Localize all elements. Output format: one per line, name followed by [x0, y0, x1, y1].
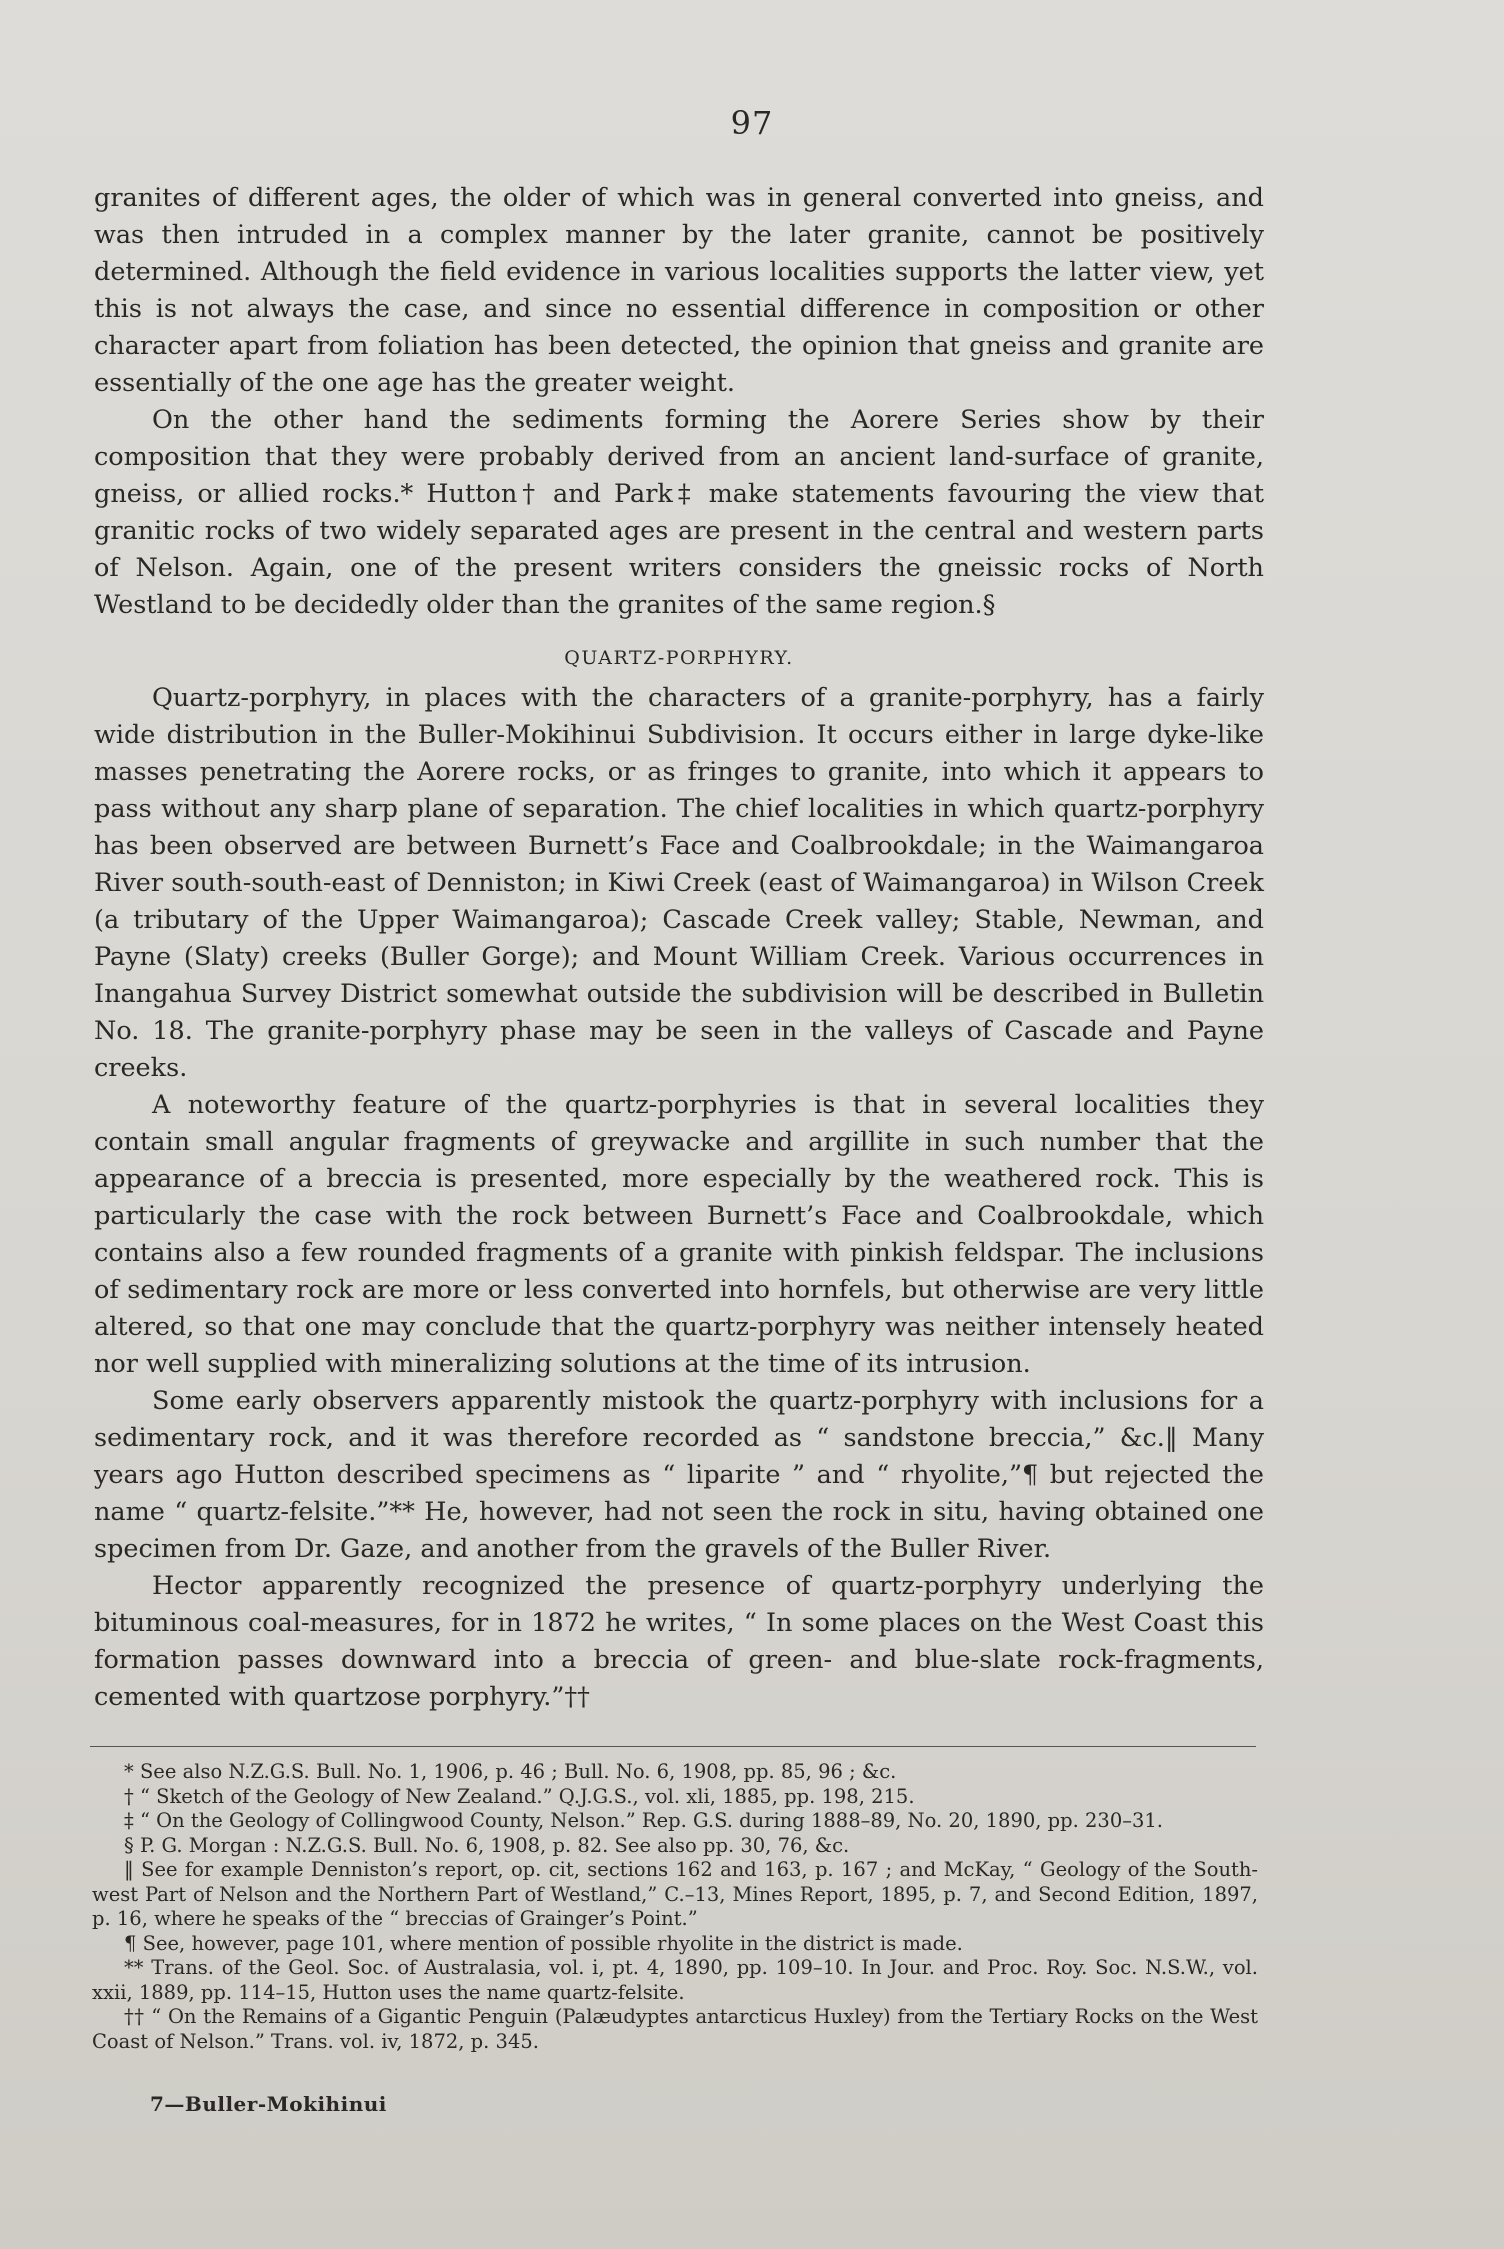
footnote: † “ Sketch of the Geology of New Zealand.” Q.J.G.S., vol. xli, 1885, pp. 198, 215.: [124, 1784, 915, 1808]
paragraph: Quartz-porphyry, in places with the characters of a granite-porphyry, has a fairly wide distribution in the Buller-Mokihinui Subdivision. It occurs either in large dyke-like masses penetrating the Aorere rocks, or as fringes to granite, into which it appears to pass without any sharp plane of separation. The chief localities in which quartz-porphyry has been observed are between Burnett’s Face and Coalbrookdale; in the Waimangaroa River south-south-east of Denniston; in Kiwi Creek (east of Waimangaroa) in Wilson Creek (a tributary of the Upper Waimangaroa); Cascade Creek valley; Stable, Newman, and Payne (Slaty) creeks (Buller Gorge); and Mount William Creek. Various occurrences in Inangahua Survey District somewhat outside the subdivision will be described in Bulletin No. 18. The granite-porphyry phase may be seen in the valleys of Cascade and Payne creeks.: [94, 683, 1264, 1083]
paragraph: A noteworthy feature of the quartz-porphyries is that in several localities they contain small angular fragments of greywacke and argillite in such number that the appearance of a breccia is presented, more especially by the weathered rock. This is particularly the case with the rock between Burnett’s Face and Coalbrookdale, which contains also a few rounded fragments of a granite with pinkish feldspar. The inclusions of sedimentary rock are more or less converted into hornfels, but otherwise are very little altered, so that one may conclude that the quartz-porphyry was neither intensely heated nor well supplied with mineralizing solutions at the time of its intrusion.: [94, 1090, 1264, 1379]
footnote: * See also N.Z.G.S. Bull. No. 1, 1906, p. 46 ; Bull. No. 6, 1908, pp. 85, 96 ; &c.: [124, 1760, 897, 1783]
paragraph: Hector apparently recognized the presence of quartz-porphyry underlying the bituminous coal-measures, for in 1872 he writes, “ In some places on the West Coast this formation passes downward into a breccia of green- and blue-slate rock-fragments, cemented with quartzose porphyry.”††: [94, 1571, 1264, 1712]
paragraph: On the other hand the sediments forming the Aorere Series show by their composition that they were probably derived from an ancient land-surface of granite, gneiss, or allied rocks.* Hutton† and Park‡ make statements favouring the view that granitic rocks of two widely separated ages are present in the central and western parts of Nelson. Again, one of the present writers considers the gneissic rocks of North Westland to be decidedly older than the granites of the same region.§: [94, 405, 1264, 620]
page-number: 97: [730, 104, 774, 142]
body-text: [94, 180, 1264, 1716]
paragraph: granites of different ages, the older of which was in general converted into gneiss, and was then intruded in a complex manner by the later granite, cannot be positively determined. Although the field evidence in various localities supports the latter view, yet this is not always the case, and since no essential difference in composition or other character apart from foliation has been detected, the opinion that gneiss and granite are essentially of the one age has the greater weight.: [94, 183, 1264, 398]
footnote: ** Trans. of the Geol. Soc. of Australasia, vol. i, pt. 4, 1890, pp. 109–10. In Jour. and Proc. Roy. Soc. N.S.W., vol. xxii, 1889, pp. 114–15, Hutton uses the name quartz-felsite.: [92, 1956, 1258, 2004]
signature-mark: 7—Buller-Mokihinui: [150, 2092, 387, 2116]
footnote-divider: [90, 1746, 1256, 1747]
footnote: § P. G. Morgan : N.Z.G.S. Bull. No. 6, 1908, p. 82. See also pp. 30, 76, &c.: [124, 1833, 850, 1857]
footnote: †† “ On the Remains of a Gigantic Penguin (Palæudyptes antarcticus Huxley) from the Tertiary Rocks on the West Coast of Nelson.” Trans. vol. iv, 1872, p. 345.: [92, 2005, 1258, 2053]
section-heading: QUARTZ-PORPHYRY.: [564, 647, 794, 669]
footnote: ‖ See for example Denniston’s report, op. cit, sections 162 and 163, p. 167 ; and McKay, “ Geology of the South-west Part of Nelson and the Northern Part of Westland,” C.–13, Mines Report, 1895, p. 7, and Second Edition, 1897, p. 16, where he speaks of the “ breccias of Grainger’s Point.”: [92, 1858, 1258, 1930]
footnote: ‡ “ On the Geology of Collingwood County, Nelson.” Rep. G.S. during 1888–89, No. 20, 1890, pp. 230–31.: [124, 1809, 1163, 1832]
paragraph: Some early observers apparently mistook the quartz-porphyry with inclusions for a sedimentary rock, and it was therefore recorded as “ sandstone breccia,” &c.‖ Many years ago Hutton described specimens as “ liparite ” and “ rhyolite,”¶ but rejected the name “ quartz-felsite.”** He, however, had not seen the rock in situ, having obtained one specimen from Dr. Gaze, and another from the gravels of the Buller River.: [94, 1386, 1264, 1564]
footnotes: [92, 1760, 1258, 2054]
footnote: ¶ See, however, page 101, where mention of possible rhyolite in the district is made.: [124, 1931, 963, 1955]
